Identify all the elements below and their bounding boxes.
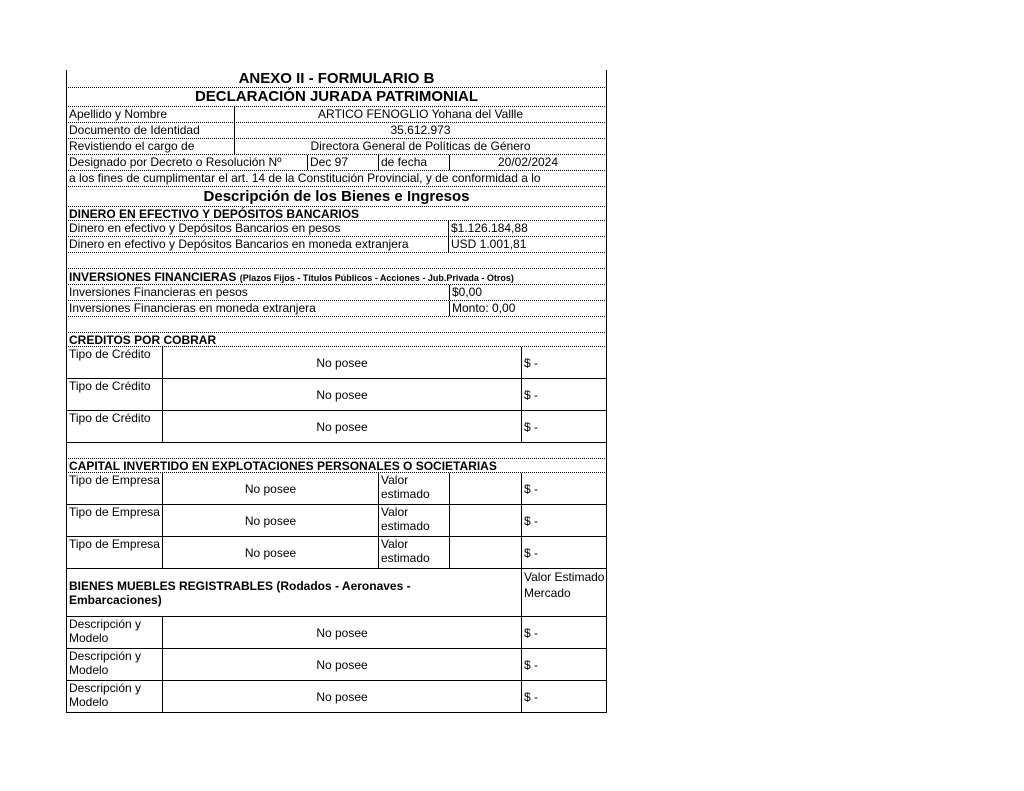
creditos-title: CREDITOS POR COBRAR <box>69 333 217 346</box>
inversiones-pesos-label: Inversiones Financieras en pesos <box>69 285 248 299</box>
credito-label: Tipo de Crédito <box>69 411 151 425</box>
credito-label: Tipo de Crédito <box>69 379 151 393</box>
bien-label: Descripción y Modelo <box>69 649 142 677</box>
bien-row <box>66 681 607 713</box>
bien-amount: $ - <box>521 681 606 712</box>
subtitle-row <box>66 88 607 107</box>
capital-row <box>66 505 607 537</box>
inversiones-pesos-row <box>66 285 607 301</box>
declaracion-jurada-form <box>66 70 607 713</box>
bienes-valor-header: Valor Estimado Mercado <box>521 569 606 616</box>
cargo-value: Directora General de Políticas de Género <box>234 139 606 154</box>
capital-valor-label: Valor estimado <box>378 473 449 504</box>
capital-header-row <box>66 459 607 473</box>
document-value: 35.612.973 <box>234 123 606 138</box>
capital-empty-cell <box>449 505 521 536</box>
cargo-label: Revistiendo el cargo de <box>69 139 195 153</box>
credito-value: No posee <box>162 379 521 410</box>
credito-amount: $ - <box>521 347 606 378</box>
descripcion-title: Descripción de los Bienes e Ingresos <box>203 188 470 205</box>
credito-row <box>66 411 607 443</box>
capital-amount: $ - <box>521 537 606 568</box>
inversiones-title-wrap <box>67 269 606 284</box>
capital-row <box>66 537 607 569</box>
fines-text: a los fines de cumplimentar el art. 14 de la Constitución Provincial, y de conformidad a lo <box>69 171 541 185</box>
dinero-header-row <box>66 207 607 221</box>
credito-row <box>66 379 607 411</box>
bienes-header-row <box>66 569 607 617</box>
spacer-row <box>66 443 607 459</box>
capital-row <box>66 473 607 505</box>
inversiones-title: INVERSIONES FINANCIERAS <box>69 270 237 284</box>
bienes-title: BIENES MUEBLES REGISTRABLES (Rodados - Aeronaves - Embarcaciones) <box>69 578 411 607</box>
capital-label: Tipo de Empresa <box>69 505 160 519</box>
dinero-pesos-row <box>66 221 607 237</box>
capital-value: No posee <box>162 505 378 536</box>
capital-label: Tipo de Empresa <box>69 473 160 487</box>
dinero-ext-label: Dinero en efectivo y Depósitos Bancarios en moneda extranjera <box>69 237 409 251</box>
dinero-title: DINERO EN EFECTIVO Y DEPÓSITOS BANCARIOS <box>69 207 360 220</box>
document-row <box>66 123 607 139</box>
inversiones-header-row <box>66 269 607 285</box>
spacer-row <box>66 317 607 333</box>
capital-valor-label: Valor estimado <box>378 537 449 568</box>
dinero-pesos-value: $1.126.184,88 <box>448 221 606 236</box>
decreto-value: Dec 97 <box>307 155 378 170</box>
dinero-ext-value: USD 1.001,81 <box>448 237 606 252</box>
name-row <box>66 107 607 123</box>
bien-row <box>66 617 607 649</box>
name-value: ARTICO FENOGLIO Yohana del Vallle <box>234 107 606 122</box>
capital-label: Tipo de Empresa <box>69 537 160 551</box>
capital-value: No posee <box>162 537 378 568</box>
credito-value: No posee <box>162 411 521 442</box>
decreto-label: Designado por Decreto o Resolución Nº <box>69 155 282 169</box>
capital-amount: $ - <box>521 505 606 536</box>
descripcion-row <box>66 187 607 207</box>
fecha-label: de fecha <box>378 155 449 170</box>
bien-value: No posee <box>162 681 521 712</box>
form-subtitle: DECLARACIÓN JURADA PATRIMONIAL <box>194 88 479 105</box>
dinero-ext-row <box>66 237 607 253</box>
creditos-header-row <box>66 333 607 347</box>
capital-amount: $ - <box>521 473 606 504</box>
capital-empty-cell <box>449 473 521 504</box>
inversiones-ext-value: Monto: 0,00 <box>449 301 606 316</box>
bien-amount: $ - <box>521 649 606 680</box>
fines-row <box>66 171 607 187</box>
credito-row <box>66 347 607 379</box>
inversiones-ext-label: Inversiones Financieras en moneda extranjera <box>69 301 316 315</box>
capital-title: CAPITAL INVERTIDO EN EXPLOTACIONES PERSONALES O SOCIETARIAS <box>69 459 497 472</box>
capital-value: No posee <box>162 473 378 504</box>
credito-amount: $ - <box>521 379 606 410</box>
inversiones-title-note: (Plazos Fijos - Títulos Públicos - Acciones - Jub.Privada - Otros) <box>239 273 514 283</box>
title-row <box>66 70 607 88</box>
inversiones-pesos-value: $0,00 <box>449 285 606 300</box>
credito-amount: $ - <box>521 411 606 442</box>
credito-value: No posee <box>162 347 521 378</box>
document-label: Documento de Identidad <box>69 123 200 137</box>
bien-amount: $ - <box>521 617 606 648</box>
capital-empty-cell <box>449 537 521 568</box>
dinero-pesos-label: Dinero en efectivo y Depósitos Bancarios en pesos <box>69 221 341 235</box>
bien-label: Descripción y Modelo <box>69 681 142 709</box>
fecha-value: 20/02/2024 <box>449 155 606 170</box>
capital-valor-label: Valor estimado <box>378 505 449 536</box>
credito-label: Tipo de Crédito <box>69 347 151 361</box>
cargo-row <box>66 139 607 155</box>
bien-label: Descripción y Modelo <box>69 617 142 645</box>
name-label: Apellido y Nombre <box>69 107 168 121</box>
bien-row <box>66 649 607 681</box>
bien-value: No posee <box>162 649 521 680</box>
form-title: ANEXO II - FORMULARIO B <box>238 70 435 87</box>
spacer-row <box>66 253 607 269</box>
bien-value: No posee <box>162 617 521 648</box>
inversiones-ext-row <box>66 301 607 317</box>
decreto-row <box>66 155 607 171</box>
